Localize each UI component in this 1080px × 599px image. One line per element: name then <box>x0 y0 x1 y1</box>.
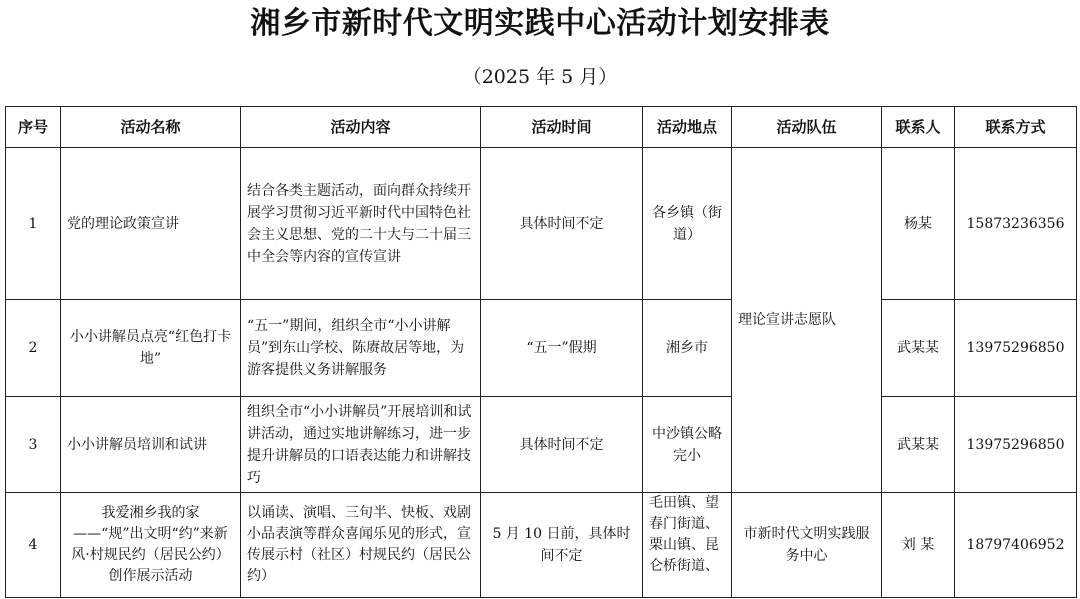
row-activity-time: 具体时间不定 <box>481 148 643 300</box>
row-index: 4 <box>6 493 61 598</box>
row-activity-name: 小小讲解员培训和试讲 <box>61 397 241 493</box>
header-contact-person: 联系人 <box>882 107 955 148</box>
row-activity-content: “五一”期间，组织全市“小小讲解员”到东山学校、陈赓故居等地，为游客提供义务讲解服务 <box>241 300 481 397</box>
document-subtitle: （2025 年 5 月） <box>462 66 618 88</box>
row-contact-phone: 18797406952 <box>955 493 1077 598</box>
document-title: 湘乡市新时代文明实践中心活动计划安排表 <box>250 6 830 41</box>
header-contact-phone: 联系方式 <box>955 107 1077 148</box>
header-activity-place: 活动地点 <box>643 107 732 148</box>
row-index: 2 <box>6 300 61 397</box>
row-contact-phone: 13975296850 <box>955 397 1077 493</box>
row-activity-place: 中沙镇公略完小 <box>643 397 732 493</box>
row-activity-place <box>643 493 732 598</box>
row-activity-name: 小小讲解员点亮“红色打卡地” <box>61 300 241 397</box>
row-activity-content: 结合各类主题活动，面向群众持续开展学习贯彻习近平新时代中国特色社会主义思想、党的二十大与二十届三中全会等内容的宣传宣讲 <box>241 148 481 300</box>
row-activity-time: 5 月 10 日前，具体时间不定 <box>481 493 643 598</box>
table-row <box>6 148 1077 300</box>
header-index: 序号 <box>6 107 61 148</box>
row-contact-phone: 13975296850 <box>955 300 1077 397</box>
row-activity-place-text: 毛田镇、望春门街道、栗山镇、昆仑桥街道、 <box>649 495 719 574</box>
table-row <box>6 397 1077 493</box>
activity-plan-table <box>5 106 1077 598</box>
header-activity-team: 活动队伍 <box>732 107 882 148</box>
header-activity-time: 活动时间 <box>481 107 643 148</box>
table-header-row <box>6 107 1077 148</box>
header-activity-name: 活动名称 <box>61 107 241 148</box>
row-activity-content: 以诵读、演唱、三句半、快板、戏剧小品表演等群众喜闻乐见的形式，宣传展示村（社区）村规民约（居民公约） <box>241 493 481 598</box>
row-activity-name: 我爱湘乡我的家——“规”出文明“约”来新风·村规民约（居民公约）创作展示活动 <box>61 493 241 598</box>
row-activity-time: “五一”假期 <box>481 300 643 397</box>
row-index: 1 <box>6 148 61 300</box>
row-contact-person: 杨某 <box>882 148 955 300</box>
merged-team-cell: 理论宣讲志愿队 <box>732 148 882 493</box>
row-activity-team: 市新时代文明实践服务中心 <box>732 493 882 598</box>
row-contact-phone: 15873236356 <box>955 148 1077 300</box>
row-index: 3 <box>6 397 61 493</box>
table-row <box>6 493 1077 598</box>
row-activity-place: 各乡镇（街道） <box>643 148 732 300</box>
row-contact-person: 武某某 <box>882 300 955 397</box>
header-activity-content: 活动内容 <box>241 107 481 148</box>
table-row <box>6 300 1077 397</box>
row-contact-person: 刘 某 <box>882 493 955 598</box>
row-activity-time: 具体时间不定 <box>481 397 643 493</box>
row-activity-name: 党的理论政策宣讲 <box>61 148 241 300</box>
row-contact-person: 武某某 <box>882 397 955 493</box>
row-activity-place: 湘乡市 <box>643 300 732 397</box>
row-activity-content: 组织全市“小小讲解员”开展培训和试讲活动，通过实地讲解练习，进一步提升讲解员的口语表达能力和讲解技巧 <box>241 397 481 493</box>
